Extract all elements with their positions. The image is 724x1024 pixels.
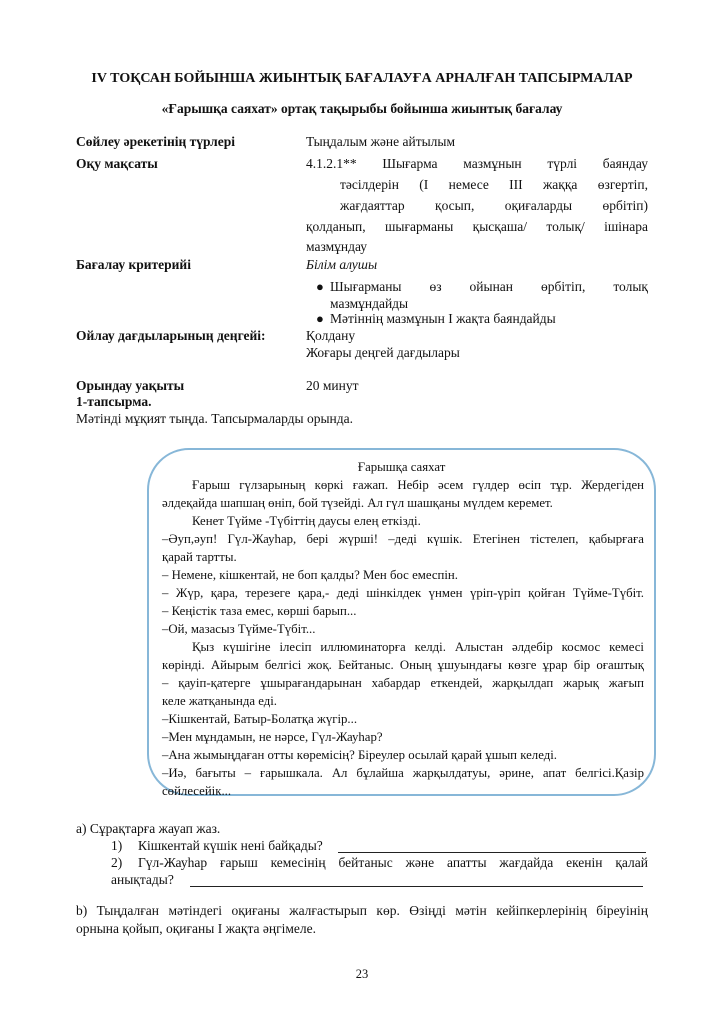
goal-line: мазмұндау	[306, 239, 368, 254]
story-line: көрінді. Айырым белгісі жоқ. Бейтаныс. Оның ұшуындағы көзге ұрар бір оғаштық	[162, 658, 644, 672]
story-line: – қауіп-қатерге ұшырағандарынан хабардар еткендей, жарқылдап жарық жағып	[162, 676, 644, 690]
thinking-label: Ойлау дағдыларының деңгейі:	[76, 328, 266, 343]
goal-line: қолданып, шығарманы қысқаша/ толық/ ішінара	[306, 219, 648, 234]
story-line: –Әуп,әуп! Гүл-Жауһар, берi жүршi! –деді күшік. Етегінен тістелеп, қабырғаға	[162, 532, 644, 546]
story-line: – Немене, кішкентай, не боп қалды? Мен бос емеспін.	[162, 568, 458, 582]
thinking-value: Қолдану	[306, 328, 356, 343]
story-line: Ғарыш гүлзарының көркі ғажап. Небір әсем гүлдер өсіп тұр. Жердегіден	[192, 478, 644, 492]
criteria-bullet: ● Мәтіннің мазмұнын I жақта баяндайды	[316, 311, 556, 326]
story-line: –Ой, мазасыз Түйме-Түбіт...	[162, 622, 316, 636]
goal-label: Оқу мақсаты	[76, 156, 158, 171]
criteria-bullet-cont: мазмұндайды	[330, 296, 409, 311]
criteria-bullet: ● Шығарманы өз ойынан өрбітіп, толық	[316, 279, 648, 294]
page-number: 23	[355, 967, 369, 981]
question-b-line1: b) Тыңдалған мәтіндегі оқиғаны жалғастырып көр. Өзіңді мәтін кейіпкерлерінің біреуінің	[76, 903, 648, 918]
answer-line-1[interactable]	[338, 852, 646, 853]
time-label: Орындау уақыты	[76, 378, 185, 393]
question-1-text: Кішкентай күшік нені байқады?	[138, 838, 323, 853]
question-2-line2: анықтады?	[111, 872, 174, 887]
story-line: –Кішкентай, Батыр-Болатқа жүгір...	[162, 712, 358, 726]
activity-label: Сөйлеу әрекетінің түрлері	[76, 134, 236, 149]
question-a-label: а) Сұрақтарға жауап жаз.	[76, 821, 221, 836]
story-line: – Кеңістік таза емес, көрші барып...	[162, 604, 357, 618]
story-line: –Ана жымыңдаған отты көремісің? Біреулер осылай қарай ұшып келеді.	[162, 748, 557, 762]
story-line: –Мен мұндамын, не нәрсе, Гүл-Жауһар?	[162, 730, 383, 744]
story-line: қарай тартты.	[162, 550, 237, 564]
story-line: Қыз күшігіне ілесіп иллюминаторға келді. Алыстан әлдебір космос кемесі	[192, 640, 644, 654]
question-2-line1: Гүл-Жауһар ғарыш кемесінің бейтаныс және апатты жағдайда екенін қалай	[138, 855, 648, 870]
task-instruction: Мәтінді мұқият тыңда. Тапсырмаларды орында.	[76, 411, 353, 426]
activity-value: Тыңдалым және айтылым	[306, 134, 456, 149]
bullet-icon: ●	[316, 279, 324, 294]
story-title: Ғарышқа саяхат	[357, 460, 446, 474]
task-label: 1-тапсырма.	[76, 394, 152, 409]
question-1-number: 1)	[111, 838, 123, 853]
story-line: сөйлесейік...	[162, 784, 232, 798]
story-line: Кенет Түйме -Түбіттің даусы елең еткізді.	[192, 514, 421, 528]
question-b-line2: орнына қойып, оқиғаны I жақта әңгімеле.	[76, 921, 317, 936]
goal-line: тәсілдерін (I немесе III жаққа өзгертіп,	[340, 177, 648, 192]
story-line: келе жатқанында еді.	[162, 694, 277, 708]
criteria-label: Бағалау критерийі	[76, 257, 191, 272]
time-value: 20 минут	[306, 378, 359, 393]
story-line: – Жүр, қара, терезеге қара,- деді шінкілдек үнмен үріп-үріп қойған Түйме-Түбіт.	[162, 586, 644, 600]
goal-line: 4.1.2.1** Шығарма мазмұнын түрлі баяндау	[306, 156, 648, 171]
answer-line-2[interactable]	[190, 886, 643, 887]
thinking-value: Жоғары деңгей дағдылары	[306, 345, 460, 360]
page-title: IV ТОҚСАН БОЙЫНША ЖИЫНТЫҚ БАҒАЛАУҒА АРНАЛҒАН ТАПСЫРМАЛАР	[91, 71, 633, 86]
criteria-heading: Білім алушы	[306, 257, 378, 272]
story-line: әлдеқайда шапшаң өніп, бой түзейді. Ал гүл шашқаны мүлдем керемет.	[162, 496, 553, 510]
story-line: –Иә, бағыты – ғарышкала. Ал бұлайша жарқылдатуы, әрине, апат белгісі.Қазір	[162, 766, 644, 780]
question-2-number: 2)	[111, 855, 123, 870]
goal-line: жағдаяттар қосып, оқиғаларды өрбітіп)	[340, 198, 648, 213]
bullet-icon: ●	[316, 311, 324, 326]
page-subtitle: «Ғарышқа саяхат» ортақ тақырыбы бойынша жиынтық бағалау	[161, 101, 563, 116]
